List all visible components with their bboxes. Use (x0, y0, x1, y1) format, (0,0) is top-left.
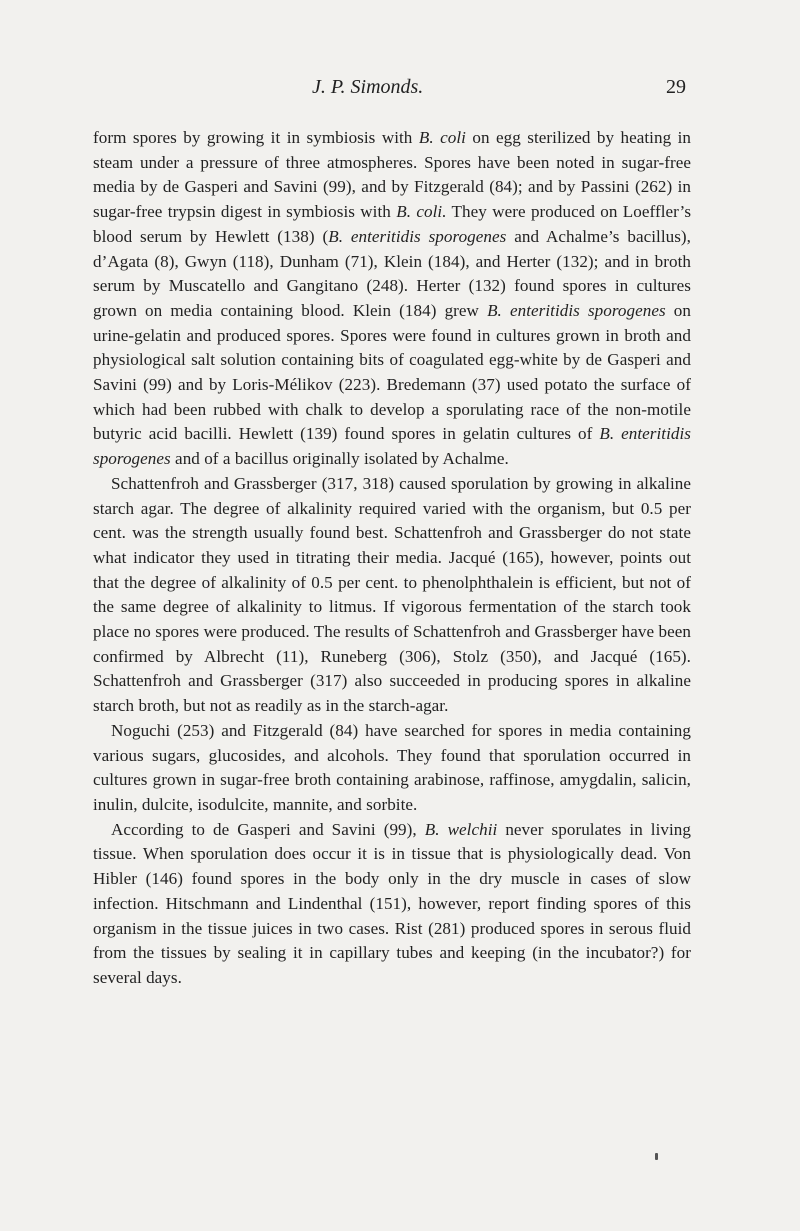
paragraph-4 (93, 818, 691, 991)
text-run: and of a bacillus originally isolated by Achalme. (170, 449, 509, 469)
text-run: Noguchi (253) and Fitzgerald (84) have searched for spores in media containing various sugars, glucosides, and alcohols. They found that sporulation occurred in cultures grown in sugar-free broth containing arabinose, raffinose, amygdalin, salicin, inulin, dulcite, isodulcite, mannite, and sorbite. (93, 720, 691, 814)
paragraph-3 (93, 719, 691, 818)
text-run: and Achalme’s bacillus), d’Agata (8), Gwyn (118), Dunham (71), Klein (184), and Herter (132); and in broth serum by Muscatello and Gangitano (248). Herter (132) found spores in cultures grown on media containing blood. Klein (184) grew (93, 226, 691, 320)
text-run: form spores by growing it in symbiosis with (93, 128, 419, 147)
text-run: They were produced on Loeffler’s blood serum by Hewlett (138) ( (93, 202, 692, 246)
text-run: According to de Gasperi and Savini (99), (111, 819, 425, 839)
text-run: on urine-gelatin and produced spores. Spores were found in cultures grown in broth and physiological salt solution containing bits of coagulated egg-white by de Gasperi and Savini (99) and by Loris-Mélikov (223). Bredemann (37) used potato the surface of which had been rubbed with chalk to develop a sporulating race of the non-motile butyric acid bacilli. Hewlett (139) found spores in gelatin cultures of (93, 300, 692, 444)
page-header (0, 76, 800, 106)
italic-run: B. coli (418, 128, 466, 147)
text-run: never sporulates in living tissue. When sporulation does occur it is in tissue that is physiologically dead. Von Hibler (146) found spores in the body only in the dry muscle in cases of slow infection. Hitschmann and Lindenthal (151), however, report finding spores of this organism in the tissue juices in two cases. Rist (281) produced spores in serous fluid from the tissues by sealing it in capillary tubes and keeping (in the incubator?) for several days. (93, 819, 691, 987)
print-speck (655, 1153, 658, 1160)
text-run: on egg sterilized by heating in steam under a pressure of three atmospheres. Spores have been noted in sugar-free media by de Gasperi and Savini (99), and by Fitzgerald (84); and by Passini (262) in sugar-free trypsin digest in symbiosis with (93, 128, 692, 222)
paragraph-2 (93, 472, 691, 719)
page-number: 29 (666, 76, 686, 98)
italic-run: B. coli. (396, 202, 447, 222)
paragraph-1 (93, 126, 691, 472)
text-run: Schattenfroh and Grassberger (317, 318) caused sporulation by growing in alkaline starch agar. The degree of alkalinity required varied with the organism, but 0.5 per cent. was the strength usually found best. Schattenfroh and Grassberger do not state what indicator they used in titrating their media. Jacqué (165), however, points out that the degree of alkalinity of 0.5 per cent. to phenolphthalein is efficient, but not of the same degree of alkalinity to litmus. If vigorous fermentation of the starch took place no spores were produced. The results of Schattenfroh and Grassberger have been confirmed by Albrecht (11), Runeberg (306), Stolz (350), and Jacqué (165). Schattenfroh and Grassberger (317) also succeeded in producing spores in alkaline starch broth, but not as readily as in the starch-agar. (93, 473, 691, 716)
italic-run: B. enteritidis sporogenes (487, 300, 666, 320)
italic-run: B. enteritidis sporogenes (93, 424, 692, 469)
body-text (93, 126, 691, 991)
italic-run: B. enteritidis sporogenes (328, 226, 507, 246)
italic-run: B. welchii (424, 819, 498, 839)
running-head: J. P. Simonds. (312, 76, 424, 98)
